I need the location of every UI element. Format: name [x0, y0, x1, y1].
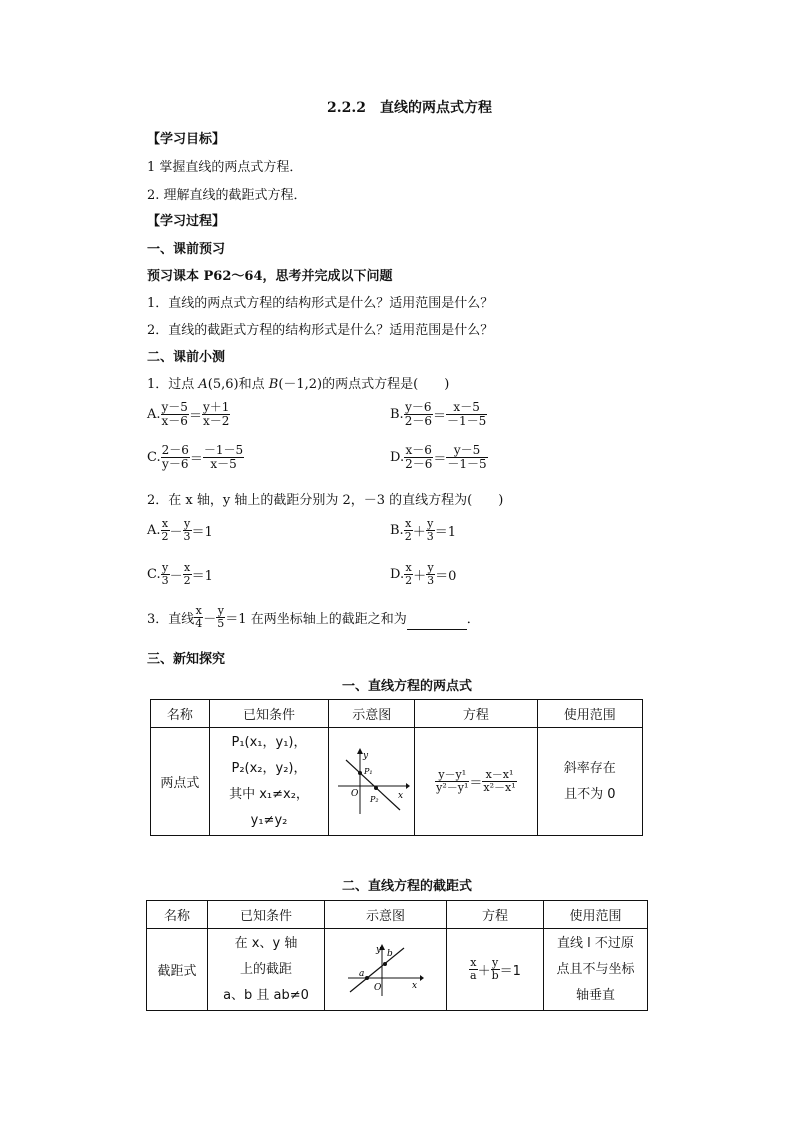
two-point-line-diagram	[334, 748, 410, 816]
table2-range: 直线 l 不过原 点且不与坐标 轴垂直	[544, 929, 648, 1011]
q1-stem: 1．过点 A(5,6)和点 B(－1,2)的两点式方程是( )	[147, 377, 450, 392]
goal-1: 1 掌握直线的两点式方程．	[147, 160, 303, 175]
x-axis-label: x	[397, 790, 403, 801]
q2-option-a[interactable]: A. $\frac{x}{2}$ － $\frac{y}{3}$ ＝1	[147, 517, 213, 543]
two-point-table	[150, 699, 643, 836]
table1-name: 两点式	[151, 728, 210, 836]
q2-option-d[interactable]: D. $\frac{x}{2}$ ＋ $\frac{y}{3}$ ＝0	[390, 561, 457, 587]
x-intercept-point	[365, 976, 369, 980]
y-intercept-point	[383, 962, 387, 966]
table1-header-range: 使用范围	[537, 700, 642, 728]
q2-option-b[interactable]: B. $\frac{x}{2}$ ＋ $\frac{y}{3}$ ＝1	[390, 517, 456, 543]
table2-name: 截距式	[147, 929, 208, 1011]
a-label: a	[358, 968, 364, 979]
x-axis-arrow	[406, 783, 410, 789]
table2-diagram-cell	[325, 929, 447, 1011]
table2-header-diagram: 示意图	[325, 901, 447, 929]
x-axis-label: x	[411, 980, 417, 991]
table2-equation: $\frac{x}{a}$ ＋ $\frac{y}{b}$ ＝1	[447, 929, 544, 1011]
y-axis-label: y	[362, 750, 368, 761]
table2-conditions: 在 x、y 轴 上的截距 a、b 且 ab≠0	[208, 929, 325, 1011]
table1-header-name: 名称	[151, 700, 210, 728]
point-p2	[374, 786, 378, 790]
table1-header-diagram: 示意图	[329, 700, 415, 728]
table2-caption: 二、直线方程的截距式	[342, 879, 473, 894]
goal-2: 2. 理解直线的截距式方程．	[147, 188, 307, 203]
process-header: 【学习过程】	[147, 214, 226, 229]
table2-header-range: 使用范围	[544, 901, 648, 929]
section-explore: 三、新知探究	[147, 652, 226, 667]
table1-header-equation: 方程	[415, 700, 537, 728]
q1-option-a[interactable]: A. $\frac{y-5}{x-6}$ ＝ $\frac{y+1}{x-2}$	[147, 400, 230, 428]
preview-question-1: 1．直线的两点式方程的结构形式是什么？适用范围是什么？	[147, 296, 494, 311]
y-axis-label: y	[375, 944, 381, 955]
x-axis-arrow	[420, 975, 424, 981]
intercept-line-diagram	[346, 942, 426, 998]
point-p1	[358, 771, 362, 775]
section-quiz: 二、课前小测	[147, 350, 226, 365]
q1-option-c[interactable]: C. $\frac{2-6}{y-6}$ ＝ $\frac{-1-5}{x-5}$	[147, 443, 244, 471]
q1-option-d[interactable]: D. $\frac{x-6}{2-6}$ ＝ $\frac{y-5}{-1-5}$	[390, 443, 487, 471]
q2-stem: 2．在 x 轴，y 轴上的截距分别为 2，－3 的直线方程为( )	[147, 493, 504, 508]
page-title: 2.2.2 直线的两点式方程	[327, 100, 492, 116]
section-preview: 一、课前预习	[147, 242, 226, 257]
table1-caption: 一、直线方程的两点式	[342, 679, 473, 694]
q3-answer-blank[interactable]	[407, 617, 467, 630]
origin-label: O	[350, 788, 359, 799]
goals-header: 【学习目标】	[147, 132, 226, 147]
origin-label: O	[373, 982, 381, 993]
q1-option-b[interactable]: B. $\frac{y-6}{2-6}$ ＝ $\frac{x-5}{-1-5}$	[390, 400, 487, 428]
p2-label: P₂	[369, 794, 379, 804]
table1-diagram-cell	[329, 728, 415, 836]
preview-task: 预习课本 P62～64，思考并完成以下问题	[147, 269, 393, 284]
q2-option-c[interactable]: C. $\frac{y}{3}$ － $\frac{x}{2}$ ＝1	[147, 561, 213, 587]
intercept-table	[146, 900, 648, 1011]
table1-conditions: P₁(x₁，y₁)， P₂(x₂，y₂)， 其中 x₁≠x₂， y₁≠y₂	[209, 728, 329, 836]
table2-header-conditions: 已知条件	[208, 901, 325, 929]
q3-stem: 3．直线 $\frac{x}{4}$ － $\frac{y}{5}$ ＝1 在两坐标轴上的截距之和为 ．	[147, 604, 480, 630]
table1-equation: $\frac{\text{y－y¹}}{\text{y²－y¹}}$ ＝ $\frac{\text{x－x¹}}{\text{x²－x¹}}$	[415, 728, 537, 836]
table2-header-equation: 方程	[447, 901, 544, 929]
b-label: b	[386, 948, 393, 959]
table1-range: 斜率存在 且不为 0	[537, 728, 642, 836]
table1-header-conditions: 已知条件	[209, 700, 329, 728]
preview-question-2: 2．直线的截距式方程的结构形式是什么？适用范围是什么？	[147, 323, 494, 338]
table2-header-name: 名称	[147, 901, 208, 929]
p1-label: P₁	[363, 766, 373, 776]
